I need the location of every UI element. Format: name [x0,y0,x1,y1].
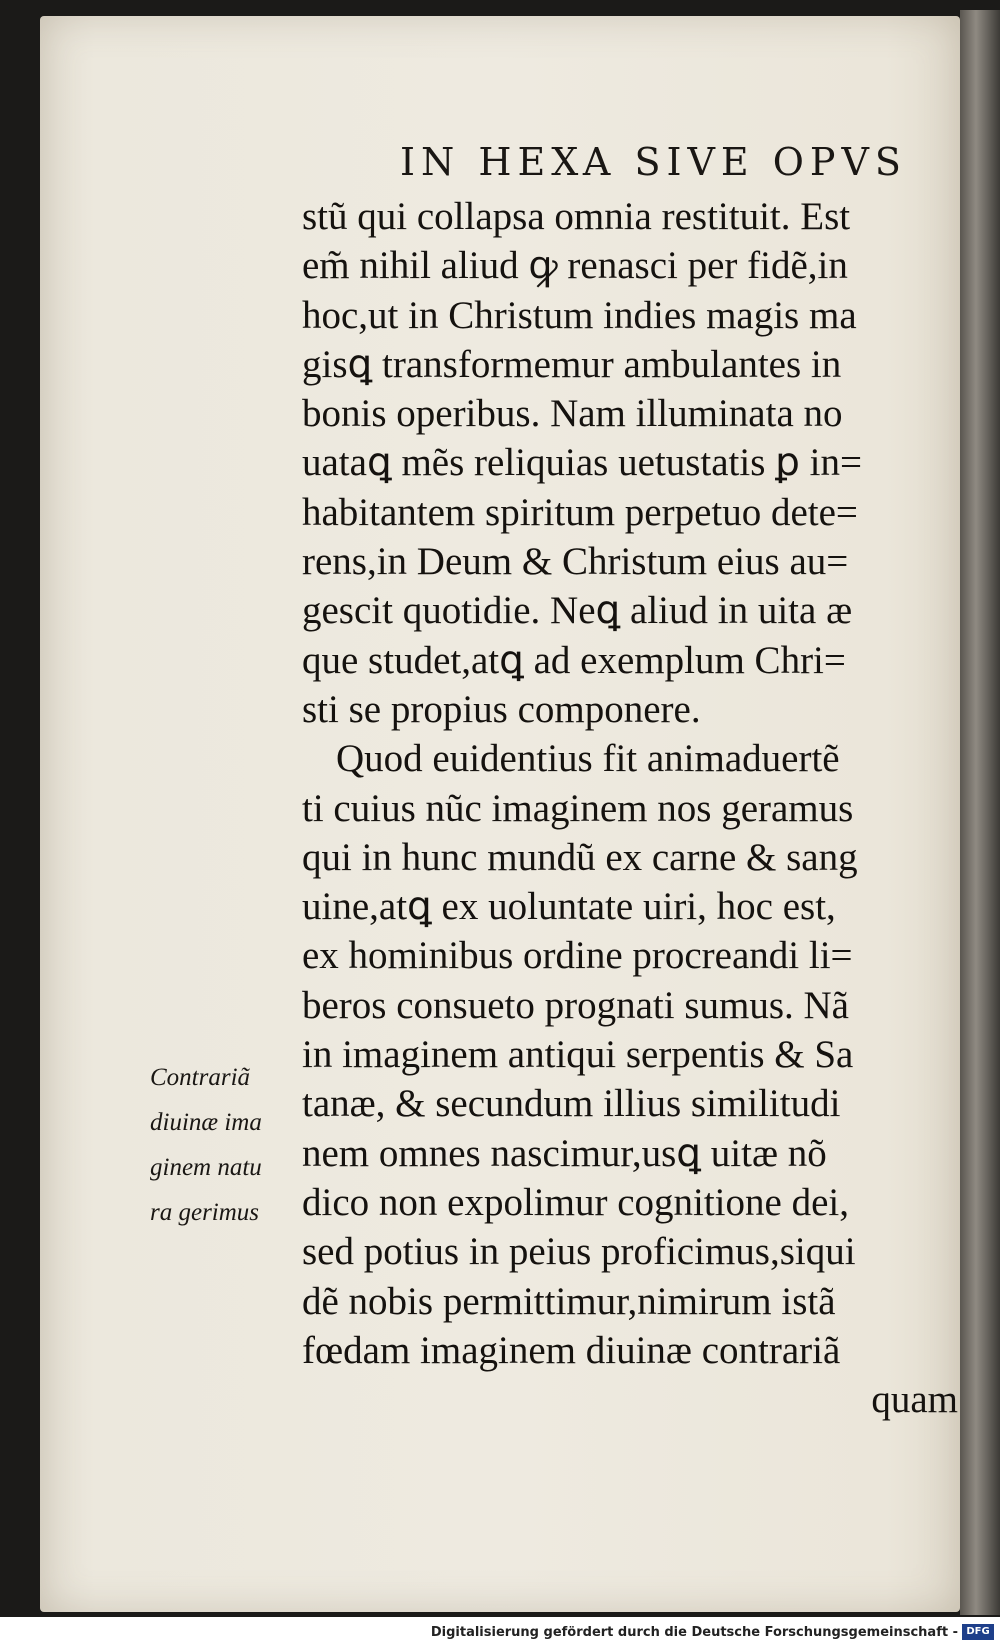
book-edge [960,10,1000,1615]
text-line: sti se propius componere. [302,687,701,731]
margin-note-line: ginem natu [150,1154,262,1181]
text-line: habitantem spiritum perpetuo dete= [302,490,858,534]
text-line: gisꝗ transformemur ambulantes in [302,342,842,386]
text-line: gescit quotidie. Neꝗ aliud in uita æ [302,589,853,633]
text-line: beros consueto prognati sumus. Nã [302,983,849,1027]
catchword: quam [871,1378,958,1422]
text-line: ti cuius nũc imaginem nos geramus [302,786,854,830]
margin-note-line: Contrariã [150,1064,251,1091]
text-line: in imaginem antiqui serpentis & Sa [302,1033,854,1077]
text-line: que studet,atꝗ ad exemplum Chri= [302,638,846,682]
text-line: sed potius in peius proficimus,siqui [302,1230,856,1274]
margin-note-line: ra gerimus [150,1199,260,1226]
text-line: qui in hunc mundũ ex carne & sang [302,835,858,879]
text-line: stũ qui collapsa omnia restituit. Est [302,195,851,238]
text-line: uine,atꝗ ex uoluntate uiri, hoc est, [302,885,836,929]
text-line: dico non expolimur cognitione dei, [302,1180,849,1224]
footer-bar [0,1617,1000,1649]
text-line: hoc,ut in Christum indies magis ma [302,293,857,337]
text-line: ex hominibus ordine procreandi li= [302,934,853,978]
text-line: nem omnes nascimur,usꝗ uitæ nõ [302,1131,827,1175]
text-line: tanæ, & secundum illius similitudi [302,1082,841,1126]
funding-credit: Digitalisierung gefördert durch die Deutsche Forschungsgemeinschaft - [430,1625,958,1640]
text-line: dẽ nobis permittimur,nimirum istã [302,1279,836,1323]
margin-note-line: diuinæ ima [150,1109,262,1136]
running-head: IN HEXA SIVE OPVS [400,140,907,184]
text-line: uataꝗ mẽs reliquias uetustatis ꝑ in= [302,441,862,485]
dfg-logo: DFG [962,1624,994,1640]
text-line: rens,in Deum & Christum eius au= [302,540,849,584]
text-line: fœdam imaginem diuinæ contrariã [302,1328,841,1372]
text-line: Quod euidentius fit animaduertẽ [336,737,840,781]
margin-note [150,1055,300,1235]
text-line: bonis operibus. Nam illuminata no [302,392,843,436]
text-line: em̃ nihil aliud ꝙ renasci per fidẽ,in [302,244,848,288]
body-text [302,192,962,1424]
